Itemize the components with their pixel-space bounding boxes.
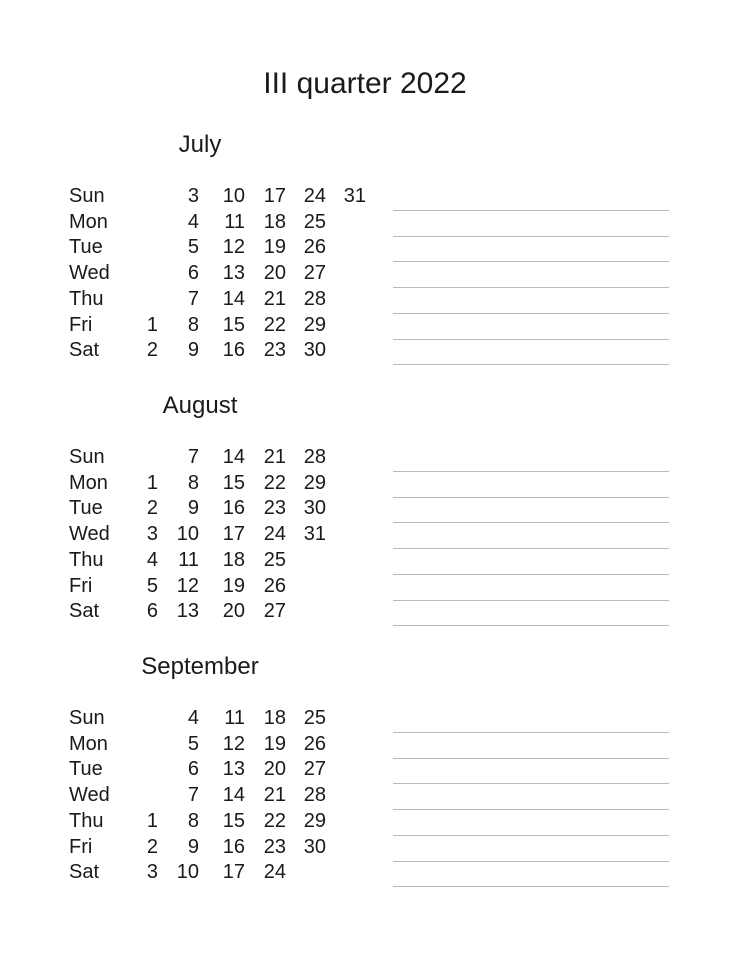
date-cell: 15 — [222, 809, 245, 832]
weekday-row — [0, 574, 740, 600]
weekday-row — [0, 210, 740, 236]
weekday-label: Fri — [69, 313, 93, 336]
weekday-row — [0, 835, 740, 861]
weekday-label: Mon — [69, 210, 108, 233]
month-name: September — [141, 653, 259, 680]
weekday-label: Fri — [69, 574, 93, 597]
date-cell: 25 — [263, 548, 286, 571]
date-cell: 19 — [263, 732, 286, 755]
month-name: July — [178, 131, 222, 158]
weekday-label: Thu — [69, 809, 104, 832]
date-cell: 8 — [187, 809, 199, 832]
date-cell: 26 — [303, 732, 326, 755]
date-cell: 16 — [222, 835, 245, 858]
weekday-row — [0, 445, 740, 471]
date-cell: 20 — [263, 262, 286, 285]
date-cell: 14 — [222, 287, 245, 310]
weekday-label: Tue — [69, 497, 103, 520]
weekday-row — [0, 522, 740, 548]
note-line — [393, 364, 669, 365]
date-cell: 10 — [222, 185, 245, 207]
weekday-label: Mon — [69, 732, 108, 755]
date-cell: 21 — [263, 784, 286, 807]
date-cell: 31 — [303, 523, 326, 546]
weekday-label: Sat — [69, 339, 100, 362]
weekday-row — [0, 599, 740, 625]
date-cell: 16 — [222, 339, 245, 362]
date-cell: 1 — [146, 809, 158, 832]
date-cell: 28 — [303, 446, 326, 468]
date-cell: 11 — [224, 210, 245, 233]
date-cell: 23 — [263, 497, 286, 520]
weekday-row — [0, 338, 740, 364]
date-cell: 14 — [222, 446, 245, 468]
weekday-row — [0, 287, 740, 313]
date-cell: 28 — [303, 287, 326, 310]
weekday-label: Wed — [69, 262, 110, 285]
date-cell: 12 — [222, 236, 245, 259]
date-cell: 24 — [303, 185, 326, 207]
date-cell: 9 — [187, 339, 199, 362]
weekday-label: Thu — [69, 548, 104, 571]
date-cell: 30 — [303, 497, 326, 520]
date-cell: 5 — [146, 574, 158, 597]
date-cell: 15 — [222, 313, 245, 336]
weekday-label: Sat — [69, 600, 100, 623]
date-cell: 13 — [222, 758, 245, 781]
note-line — [393, 625, 669, 626]
date-cell: 23 — [263, 835, 286, 858]
date-cell: 9 — [187, 835, 199, 858]
weekday-row — [0, 706, 740, 732]
date-cell: 6 — [146, 600, 158, 623]
date-cell: 7 — [187, 784, 199, 807]
date-cell: 18 — [263, 210, 286, 233]
weekday-row — [0, 809, 740, 835]
date-cell: 11 — [178, 548, 199, 571]
weekday-row — [0, 261, 740, 287]
date-cell: 10 — [176, 861, 199, 884]
date-cell: 15 — [222, 471, 245, 494]
date-cell: 5 — [187, 732, 199, 755]
date-cell: 13 — [222, 262, 245, 285]
date-cell: 29 — [303, 313, 326, 336]
date-cell: 4 — [187, 707, 199, 729]
date-cell: 9 — [187, 497, 199, 520]
date-cell: 21 — [263, 287, 286, 310]
date-cell: 20 — [263, 758, 286, 781]
weekday-label: Mon — [69, 471, 108, 494]
weekday-label: Wed — [69, 784, 110, 807]
date-cell: 4 — [146, 548, 158, 571]
date-cell: 19 — [222, 574, 245, 597]
date-cell: 19 — [263, 236, 286, 259]
date-cell: 6 — [187, 262, 199, 285]
date-cell: 22 — [263, 471, 286, 494]
date-cell: 17 — [263, 185, 286, 207]
date-cell: 12 — [176, 574, 199, 597]
weekday-label: Sun — [69, 446, 105, 468]
date-cell: 27 — [303, 758, 326, 781]
date-cell: 24 — [263, 523, 286, 546]
weekday-row — [0, 313, 740, 339]
date-cell: 28 — [303, 784, 326, 807]
date-cell: 14 — [222, 784, 245, 807]
date-cell: 4 — [187, 210, 199, 233]
date-cell: 22 — [263, 809, 286, 832]
date-cell: 22 — [263, 313, 286, 336]
date-cell: 18 — [222, 548, 245, 571]
month-name: August — [162, 392, 238, 419]
date-cell: 26 — [263, 574, 286, 597]
date-cell: 10 — [176, 523, 199, 546]
date-cell: 2 — [146, 339, 158, 362]
date-cell: 6 — [187, 758, 199, 781]
weekday-row — [0, 235, 740, 261]
date-cell: 5 — [187, 236, 199, 259]
date-cell: 21 — [263, 446, 286, 468]
weekday-row — [0, 860, 740, 886]
weekday-label: Wed — [69, 523, 110, 546]
date-cell: 13 — [176, 600, 199, 623]
weekday-row — [0, 184, 740, 210]
date-cell: 16 — [222, 497, 245, 520]
date-cell: 7 — [187, 287, 199, 310]
page-title: III quarter 2022 — [263, 67, 467, 100]
date-cell: 1 — [146, 313, 158, 336]
weekday-row — [0, 732, 740, 758]
date-cell: 2 — [146, 835, 158, 858]
date-cell: 26 — [303, 236, 326, 259]
weekday-row — [0, 496, 740, 522]
date-cell: 2 — [146, 497, 158, 520]
date-cell: 23 — [263, 339, 286, 362]
weekday-label: Tue — [69, 758, 103, 781]
date-cell: 30 — [303, 835, 326, 858]
date-cell: 27 — [263, 600, 286, 623]
weekday-label: Fri — [69, 835, 93, 858]
date-cell: 3 — [187, 185, 199, 207]
weekday-row — [0, 471, 740, 497]
weekday-label: Sun — [69, 707, 105, 729]
date-cell: 31 — [343, 185, 366, 207]
date-cell: 11 — [224, 707, 245, 729]
date-cell: 29 — [303, 809, 326, 832]
date-cell: 3 — [146, 861, 158, 884]
weekday-row — [0, 783, 740, 809]
date-cell: 30 — [303, 339, 326, 362]
date-cell: 8 — [187, 313, 199, 336]
date-cell: 20 — [222, 600, 245, 623]
date-cell: 1 — [146, 471, 158, 494]
weekday-label: Tue — [69, 236, 103, 259]
date-cell: 25 — [303, 707, 326, 729]
date-cell: 12 — [222, 732, 245, 755]
date-cell: 8 — [187, 471, 199, 494]
date-cell: 27 — [303, 262, 326, 285]
weekday-label: Sat — [69, 861, 100, 884]
date-cell: 24 — [263, 861, 286, 884]
date-cell: 3 — [146, 523, 158, 546]
date-cell: 17 — [222, 861, 245, 884]
date-cell: 7 — [187, 446, 199, 468]
weekday-row — [0, 548, 740, 574]
weekday-label: Sun — [69, 185, 105, 207]
date-cell: 17 — [222, 523, 245, 546]
note-line — [393, 886, 669, 887]
date-cell: 29 — [303, 471, 326, 494]
date-cell: 25 — [303, 210, 326, 233]
weekday-label: Thu — [69, 287, 104, 310]
date-cell: 18 — [263, 707, 286, 729]
weekday-row — [0, 757, 740, 783]
